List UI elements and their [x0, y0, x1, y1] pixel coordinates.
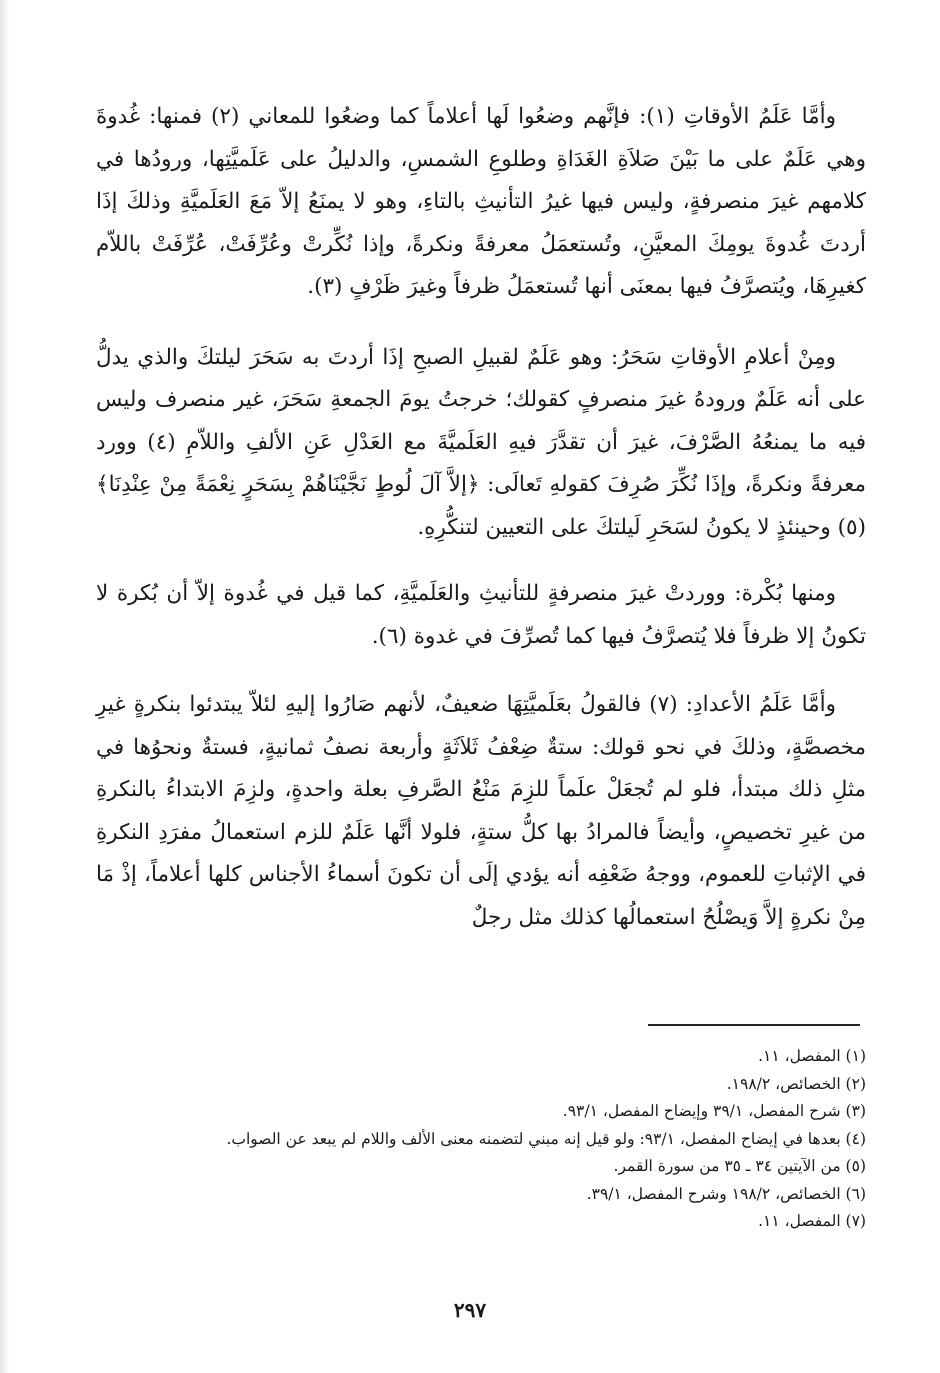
- footnote-1: (١) المفصل، ١١.: [758, 1047, 866, 1065]
- footnote-2: (٢) الخصائص، ١٩٨/٢.: [726, 1074, 866, 1093]
- footnote-3: (٣) شرح المفصل، ٣٩/١ وإيضاح المفصل، ٩٣/١.: [562, 1102, 866, 1120]
- footnote-6: (٦) الخصائص، ١٩٨/٢ وشرح المفصل، ٣٩/١.: [586, 1184, 866, 1203]
- paragraph-number-names: وأمَّا عَلَمُ الأعدادِ: (٧) فالقولُ بعَلَميَّتِهَا ضعيفٌ، لأنهم صَارُوا إليهِ لئلاّ يبتدئوا بنكرةٍ غيرِ مخصصَّةٍ، وذلكَ في نحو قولك: ستةٌ ضِعْفُ ثَلاَثَةٍ وأربعة نصفُ ثمانيةٍ، فستةٌ ونحوُها في مثلِ ذلك مبتدأ، فلو لم تُجعَلْ علَماً للزِمَ مَنْعُ الصَّرفِ بعلة واحدةٍ، ولزِمَ الابتداءُ بالنكرةِ من غيرِ تخصيصٍ، وأيضاً فالمرادُ بها كلُّ ستةٍ، فلولا أنَّها عَلَمٌ للزم استعمالُ مفرَدِ النكرةِ في الإثباتِ للعموم، ووجهُ ضَعْفِه أنه يؤدي إلَى أن تكونَ أسماءُ الأجناس كلها أعلاماً، إذْ مَا مِنْ نكرةٍ إلاَّ وَيصْلُحُ استعمالُها كذلك مثل رجلٌ: [96, 692, 866, 930]
- paragraph-sahar: ومِنْ أعلامِ الأوقاتِ سَحَرُ: وهو عَلَمٌ لقبيلِ الصبحِ إذَا أردتَ به سَحَرَ ليلتكَ والذي يدلُّ على أنه عَلَمٌ ورودهُ غيرَ منصرفٍ كقولك؛ خرجتُ يومَ الجمعةِ سَحَرَ، غير منصرف وليس فيه ما يمنعُهُ الصَّرْفَ، غيرَ أن تقدَّرَ فيهِ العَلَميَّةَ مع العَدْلِ عَنِ الألفِ واللاّمِ (٤) وورد معرفةً ونكرةً، وإذَا نُكِّرَ صُرِفَ كقولهِ تَعالَى: ﴿إلاَّ آلَ لُوطٍ نَجَّيْنَاهُمْ بِسَحَرٍ نِعْمَةً مِنْ عِنْدِنَا﴾ (٥) وحينئذٍ لا يكونُ لسَحَرِ لَيلتكَ على التعيين لتنكُّرِهِ.: [96, 344, 866, 540]
- footnotes: [80, 1043, 866, 1236]
- footnote-7: (٧) المفصل، ١١.: [758, 1212, 866, 1230]
- paragraph-bukra: ومنها بُكْرة: ووردتْ غيرَ منصرفةٍ للتأنيثِ والعَلَميَّةِ، كما قيل في غُدوة إلاّ أن بُكرة لا تكونُ إلا ظرفاً فلا يُتصرَّفُ فيها كما تُصرِّفَ في غدوة (٦).: [96, 581, 866, 649]
- main-text: [96, 96, 866, 967]
- page-number: ٢٩٧: [453, 1298, 487, 1322]
- scan-edge-shadow: [0, 0, 10, 1373]
- footnote-4: (٤) بعدها في إيضاح المفصل، ٩٣/١: ولو قيل إنه مبني لتضمنه معنى الألف واللام لم يبعد عن الصواب.: [226, 1129, 866, 1148]
- footnote-5: (٥) من الآيتين ٣٤ ـ ٣٥ من سورة القمر.: [613, 1157, 866, 1175]
- paragraph-time-names: وأمَّا عَلَمُ الأوقاتِ (١): فإنَّهم وضعُوا لَها أعلاماً كما وضعُوا للمعاني (٢) فمنها: غُدوةَ وهي عَلَمٌ على ما بَيْنَ صَلاَةِ الغَدَاةِ وطلوعِ الشمسِ، والدليلُ على عَلَميَّتِها، ورودُها في كلامهم غيرَ منصرفةٍ، وليس فيها غيرُ التأنيثِ بالتاءِ، وهو لا يمنَعُ إلاّ مَعَ العَلَميَّةِ وذلكَ إذَا أردتَ غُدوةَ يومِكَ المعيَّنِ، وتُستعمَلُ معرفةً ونكرةً، وإذا نُكِّرتْ وعُرِّفَتْ، عُرِّفَتْ باللاّم كغيرِهَا، ويُتصرَّفُ فيها بمعنَى أنها تُستعمَلُ ظرفاً وغيرَ ظَرْفٍ (٣).: [96, 104, 866, 299]
- footnote-separator: [648, 1024, 860, 1026]
